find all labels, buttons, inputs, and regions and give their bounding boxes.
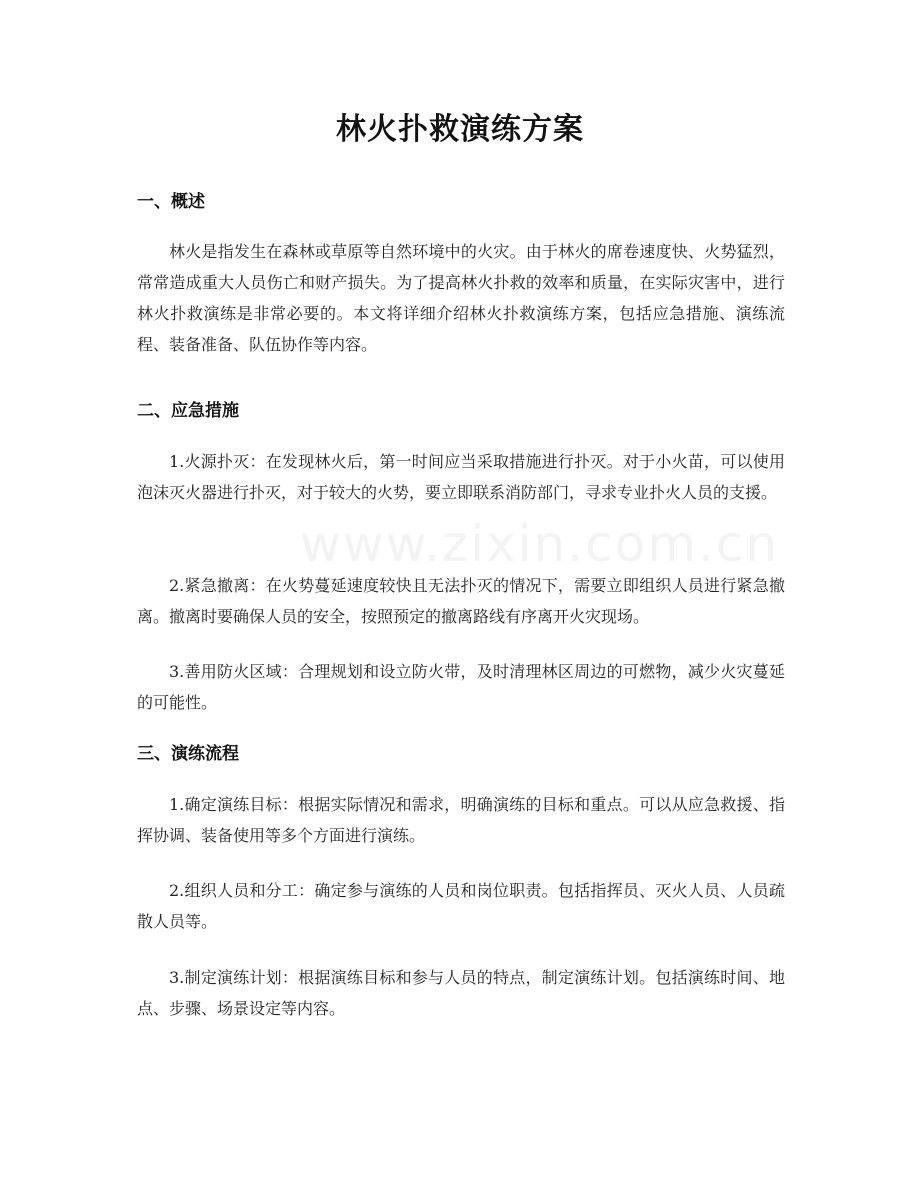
document-title: 林火扑救演练方案 [336, 112, 584, 147]
drill-paragraph-2: 2.组织人员和分工：确定参与演练的人员和岗位职责。包括指挥员、灭火人员、人员疏散人员等。 [137, 881, 785, 931]
section-heading: 三、演练流程 [137, 744, 239, 764]
section-overview-heading [137, 189, 787, 215]
overview-paragraph: 林火是指发生在森林或草原等自然环境中的火灾。由于林火的席卷速度快、火势猛烈，常常造成重大人员伤亡和财产损失。为了提高林火扑救的效率和质量，在实际灾害中，进行林火扑救演练是非常必要的。本文将详细介绍林火扑救演练方案，包括应急措施、演练流程、装备准备、队伍协作等内容。 [137, 242, 785, 354]
section-drill-process-heading [137, 741, 787, 767]
emergency-paragraph-3: 3.善用防火区域：合理规划和设立防火带，及时清理林区周边的可燃物，减少火灾蔓延的可能性。 [137, 662, 785, 712]
section-emergency-heading [137, 398, 787, 424]
drill-paragraph-3: 3.制定演练计划：根据演练目标和参与人员的特点，制定演练计划。包括演练时间、地点、步骤、场景设定等内容。 [137, 968, 785, 1018]
emergency-paragraph-2: 2.紧急撤离：在火势蔓延速度较快且无法扑灭的情况下，需要立即组织人员进行紧急撤离。撤离时要确保人员的安全，按照预定的撤离路线有序离开火灾现场。 [137, 576, 785, 626]
drill-paragraph-1: 1.确定演练目标：根据实际情况和需求，明确演练的目标和重点。可以从应急救援、指挥协调、装备使用等多个方面进行演练。 [137, 795, 785, 845]
emergency-paragraph-1: 1.火源扑灭：在发现林火后，第一时间应当采取措施进行扑灭。对于小火苗，可以使用泡沫灭火器进行扑灭，对于较大的火势，要立即联系消防部门，寻求专业扑火人员的支援。 [137, 452, 785, 502]
section-heading: 二、应急措施 [137, 401, 239, 421]
watermark: www.zixin.com.cn [300, 515, 780, 573]
section-heading: 一、概述 [137, 192, 205, 212]
